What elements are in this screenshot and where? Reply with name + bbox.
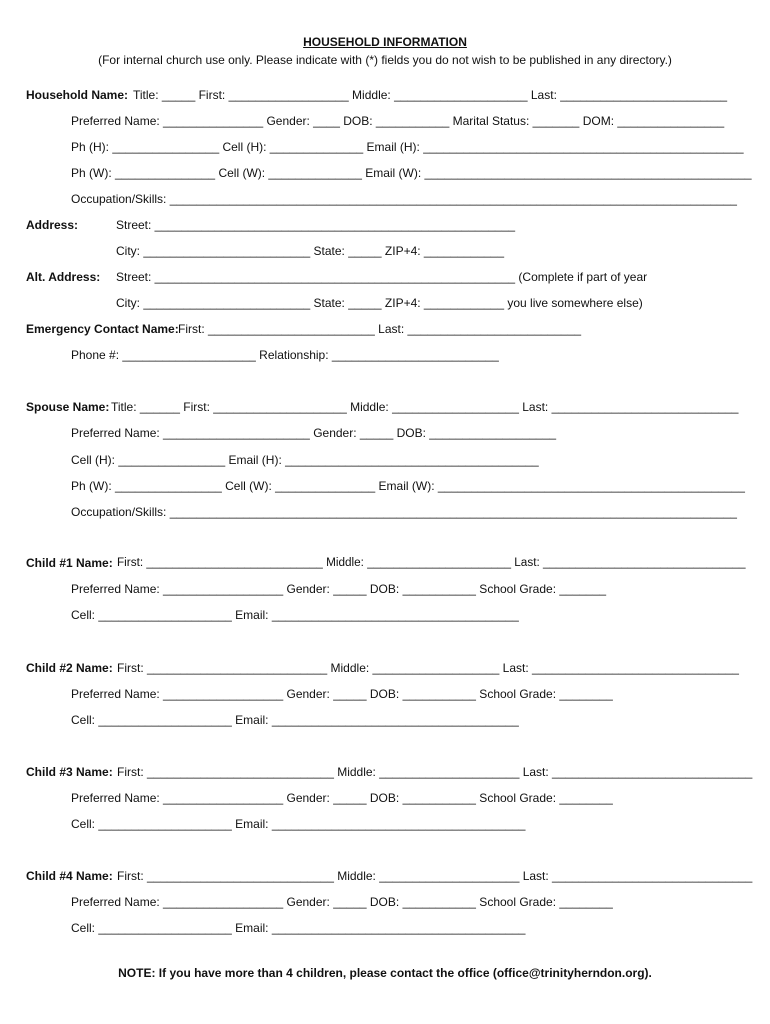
child-2-preferred-line[interactable]: Preferred Name: __________________ Gender: _____ DOB: ___________ School Grade: ________: [71, 687, 613, 701]
child-4-name-line[interactable]: First: ____________________________ Middle: _____________________ Last: ______________________________: [117, 869, 753, 883]
alt-address-label: Alt. Address:: [26, 270, 101, 284]
household-label: Household Name:: [26, 88, 129, 102]
footer-note: NOTE: If you have more than 4 children, please contact the office (office@trinityherndon.org).: [118, 966, 652, 980]
child-3-contact-line[interactable]: Cell: ____________________ Email: ______________________________________: [71, 817, 526, 831]
child-3-label: Child #3 Name:: [26, 765, 113, 779]
child-4-label: Child #4 Name:: [26, 869, 113, 883]
household-name-line[interactable]: Title: _____ First: __________________ Middle: ____________________ Last: _________________________: [133, 88, 728, 102]
child-1-preferred-line[interactable]: Preferred Name: __________________ Gender: _____ DOB: ___________ School Grade: _______: [71, 582, 607, 596]
address-label: Address:: [26, 218, 79, 232]
child-1-name-line[interactable]: First: ___________________________ Middle: ______________________ Last: _______________________________: [117, 556, 746, 569]
spouse-occupation-line[interactable]: Occupation/Skills: _____________________________________________________________________________________: [71, 505, 737, 519]
child-4-preferred-line[interactable]: Preferred Name: __________________ Gender: _____ DOB: ___________ School Grade: ________: [71, 895, 613, 909]
child-1-contact-line[interactable]: Cell: ____________________ Email: _____________________________________: [71, 608, 519, 622]
child-1-label: Child #1 Name:: [26, 556, 113, 570]
emergency-name-line[interactable]: First: _________________________ Last: __________________________: [178, 322, 582, 336]
household-occupation-line[interactable]: Occupation/Skills: _____________________________________________________________________________________: [71, 192, 737, 206]
spouse-cell-line[interactable]: Cell (H): ________________ Email (H): ______________________________________: [71, 453, 539, 467]
spouse-label: Spouse Name:: [26, 400, 110, 414]
household-preferred-line[interactable]: Preferred Name: _______________ Gender: ____ DOB: ___________ Marital Status: _______ DOM: ________________: [71, 114, 725, 128]
household-phone-work-line[interactable]: Ph (W): _______________ Cell (W): ______________ Email (W): _________________________________________________: [71, 166, 752, 180]
address-street-line[interactable]: Street: ______________________________________________________: [116, 218, 516, 232]
emergency-phone-line[interactable]: Phone #: ____________________ Relationship: _________________________: [71, 348, 499, 362]
child-2-name-line[interactable]: First: ___________________________ Middle: ___________________ Last: _______________________________: [117, 661, 739, 675]
address-city-line[interactable]: City: _________________________ State: _____ ZIP+4: ____________: [116, 244, 505, 258]
child-2-label: Child #2 Name:: [26, 661, 113, 675]
child-2-contact-line[interactable]: Cell: ____________________ Email: _____________________________________: [71, 713, 519, 727]
household-phone-home-line[interactable]: Ph (H): ________________ Cell (H): ______________ Email (H): ________________________________________________: [71, 140, 744, 154]
alt-address-city-line[interactable]: City: _________________________ State: _____ ZIP+4: ____________ you live somewhere else): [116, 296, 643, 310]
child-3-preferred-line[interactable]: Preferred Name: __________________ Gender: _____ DOB: ___________ School Grade: ________: [71, 791, 613, 805]
spouse-preferred-line[interactable]: Preferred Name: ______________________ Gender: _____ DOB: ___________________: [71, 426, 557, 440]
spouse-work-line[interactable]: Ph (W): ________________ Cell (W): _______________ Email (W): ______________________________________________: [71, 479, 745, 493]
alt-address-street-line[interactable]: Street: ______________________________________________________ (Complete if part of year: [116, 270, 648, 284]
spouse-name-line[interactable]: Title: ______ First: ____________________ Middle: ___________________ Last: ____________________________: [111, 400, 739, 414]
emergency-contact-label: Emergency Contact Name:: [26, 322, 179, 336]
child-4-contact-line[interactable]: Cell: ____________________ Email: ______________________________________: [71, 921, 526, 935]
page-title: HOUSEHOLD INFORMATION: [303, 35, 467, 49]
child-3-name-line[interactable]: First: ____________________________ Middle: _____________________ Last: ______________________________: [117, 765, 753, 779]
page-subtitle: (For internal church use only. Please indicate with (*) fields you do not wish to be published in any directory.): [98, 53, 672, 67]
